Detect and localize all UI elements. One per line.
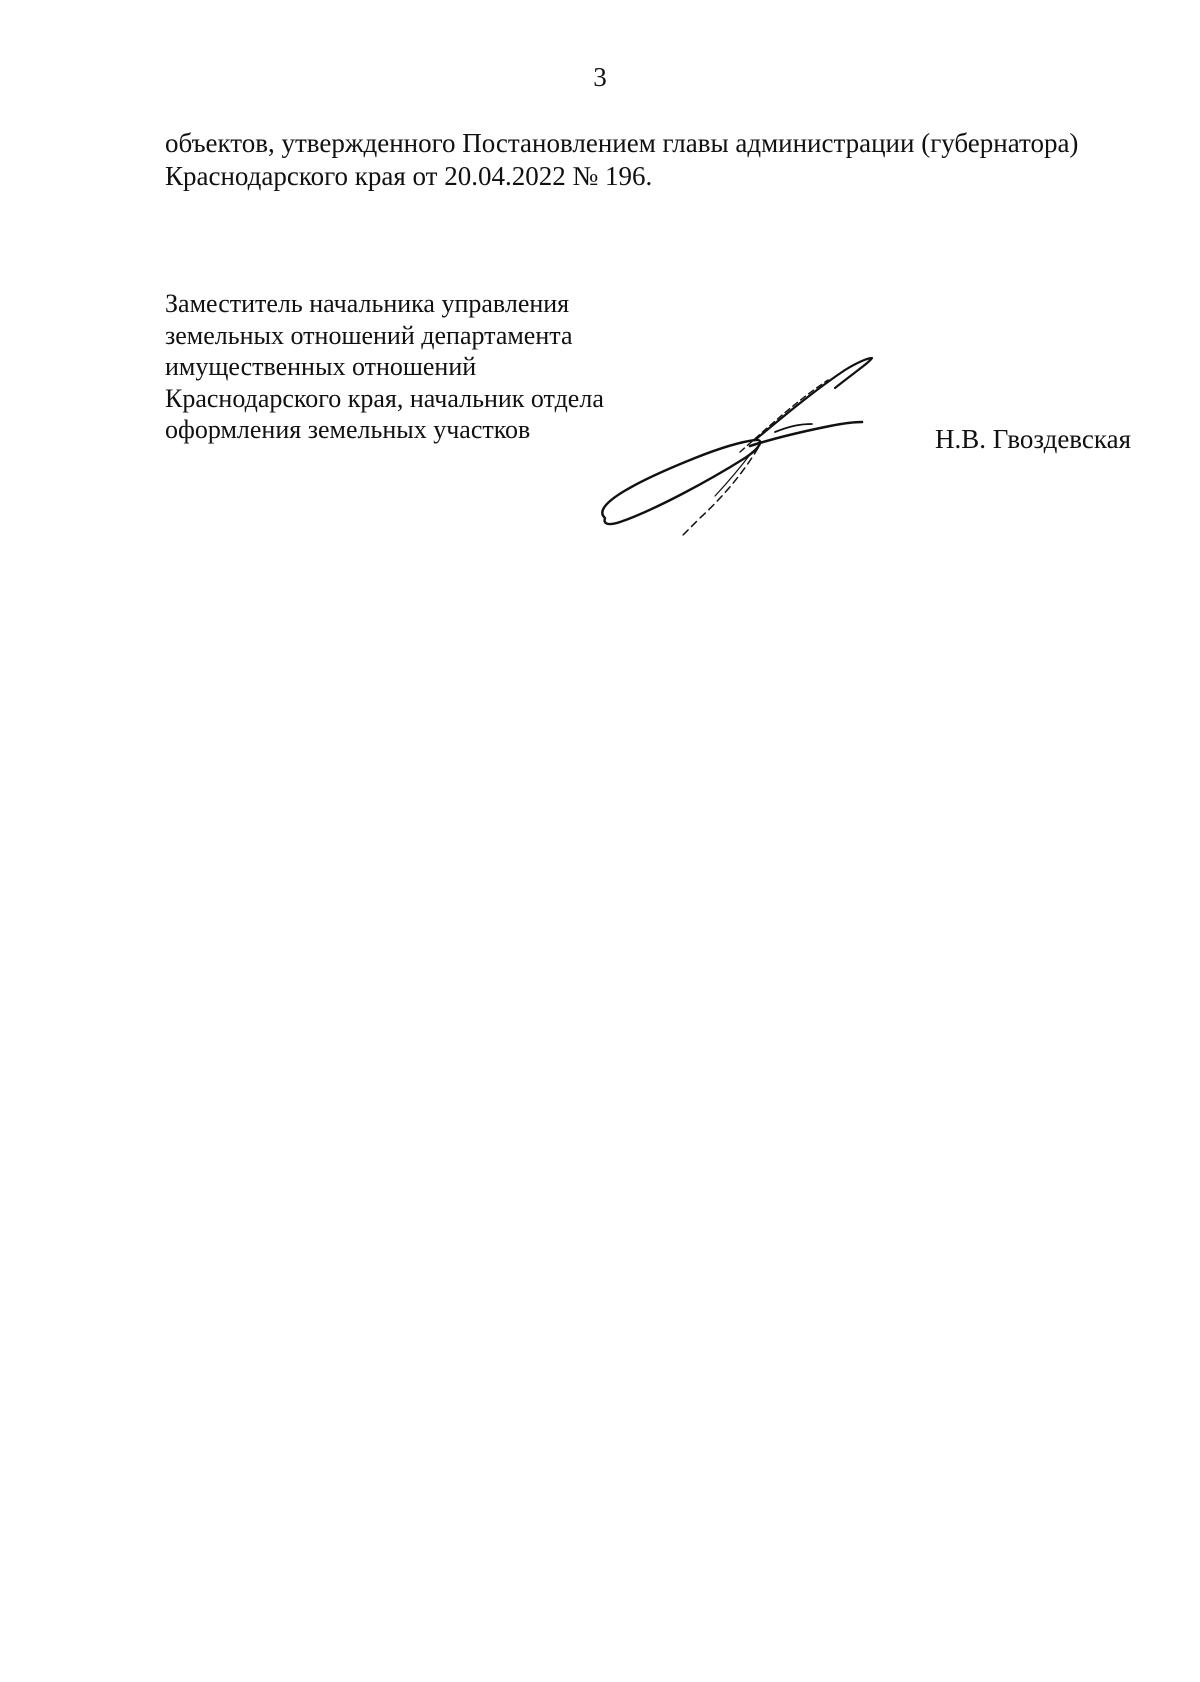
body-paragraph (165, 127, 1155, 193)
position-line: имущественных отношений (165, 352, 477, 381)
position-line: Краснодарского края, начальник отдела (165, 383, 604, 413)
position-line: оформления земельных участков (165, 415, 531, 444)
page-number: 3 (593, 62, 607, 92)
body-line: Краснодарского края от 20.04.2022 № 196. (165, 161, 653, 191)
handwritten-signature (600, 340, 920, 560)
signer-name: Н.В. Гвоздевская (935, 424, 1131, 454)
position-line: земельных отношений департамента (165, 320, 573, 350)
position-line: Заместитель начальника управления (165, 289, 570, 318)
body-line: объектов, утвержденного Постановлением главы администрации (губернатора) (165, 128, 1079, 158)
